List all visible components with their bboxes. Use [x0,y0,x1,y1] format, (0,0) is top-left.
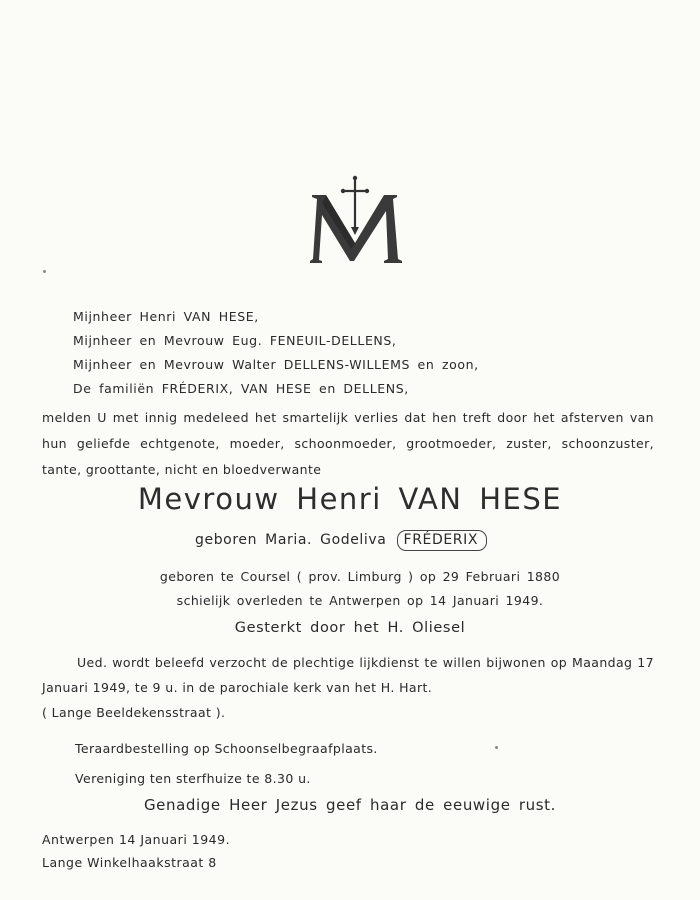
death-line: schielijk overleden te Antwerpen op 14 Januari 1949. [176,593,544,608]
footer-address: Lange Winkelhaakstraat 8 [42,855,217,870]
service-text: Ued. wordt beleefd verzocht de plechtige lijkdienst te willen bijwonen op Maandag 17 Januari 1949, te 9 u. in de parochiale kerk van het H. Hart. [42,655,654,695]
gathering-line: Vereniging ten sterfhuize te 8.30 u. [75,771,311,786]
closing-prayer: Genadige Heer Jezus geef haar de eeuwige rust. [143,796,557,814]
mourner-line: De familiën FRÉDERIX, VAN HESE en DELLENS, [73,381,409,396]
paper-speck [495,746,498,749]
mourner-line: Mijnheer en Mevrouw Eug. FENEUIL-DELLENS, [73,333,397,348]
born-prefix: geboren Maria. Godeliva [195,532,387,548]
mourner-line: Mijnheer en Mevrouw Walter DELLENS-WILLEMS en zoon, [73,357,479,372]
footer-place-date: Antwerpen 14 Januari 1949. [42,832,231,847]
life-dates [0,565,700,613]
funeral-service [42,650,654,725]
maiden-name-circled: FRÉDERIX [397,530,488,551]
sacrament-line: Gesterkt door het H. Oliesel [234,620,466,636]
footer [42,828,230,874]
birth-name-line [195,530,487,551]
mourner-line: Mijnheer Henri VAN HESE, [73,309,259,324]
marian-monogram-icon [300,175,410,270]
deceased-name: Mevrouw Henri VAN HESE [137,482,563,516]
notices [75,734,378,794]
mourners-list [73,305,479,401]
burial-line: Teraardbestelling op Schoonselbegraafplaats. [75,741,378,756]
announcement-text: melden U met innig medeleed het smartelijk verlies dat hen treft door het afsterven van hun geliefde echtgenote, moeder, schoonmoeder, grootmoeder, zuster, schoonzuster, tante, groottante, nicht en bloedverwante [42,410,654,477]
service-address: ( Lange Beeldekensstraat ). [42,705,226,720]
paper-speck [43,270,46,273]
birth-line: geboren te Coursel ( prov. Limburg ) op 29 Februari 1880 [159,569,561,584]
